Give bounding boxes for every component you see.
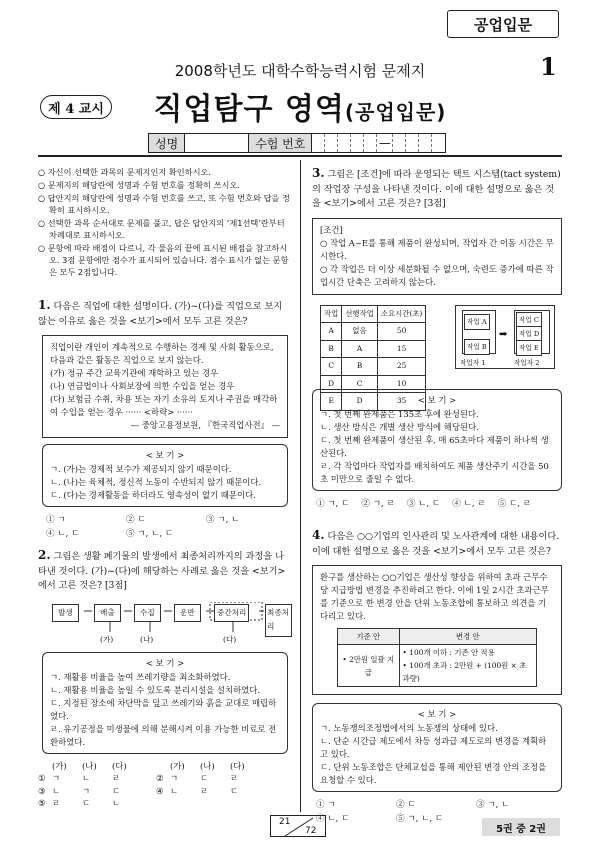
- column-divider: [300, 160, 301, 812]
- question-1: [38, 298, 292, 541]
- question-number: 1.: [38, 298, 51, 312]
- cond-item: ○ 작업 A~E를 통해 제품이 완성되며, 작업자 간 이동 시간은 무시한다.: [320, 237, 554, 261]
- id-digit[interactable]: [338, 134, 351, 152]
- instruction-item: ○ 문항에 따라 배점이 다르니, 각 물음의 끝에 표시된 배점을 참고하시오. 3점 문항에만 점수가 표시되어 있습니다. 점수 표시가 없는 문항은 모두 2점입니다.: [38, 243, 289, 277]
- flow-step: 수집: [134, 604, 161, 623]
- answer-cell: ㄴ: [112, 798, 121, 808]
- q2-answer-header: [38, 760, 292, 773]
- table-row: B A 15: [321, 340, 426, 358]
- question-stem: 그림은 [조건]에 따라 운영되는 택트 시스템(tact system)의 작업장 구성을 나타낸 것이다. 이에 대한 설명으로 옳은 것을 <보기>에서 고른 것은? [3점]: [312, 169, 561, 209]
- subject-sub: (공업입문): [344, 100, 447, 124]
- answer-option[interactable]: ② ㄷ: [126, 515, 146, 525]
- id-digit[interactable]: [419, 134, 432, 152]
- answer-cell: ㄹ: [200, 785, 209, 796]
- answer-col-head: (다): [230, 760, 245, 771]
- bogi-item: ㄱ. 재활용 비율을 높여 쓰레기량을 최소화하였다.: [50, 671, 231, 682]
- q4-bogi: [312, 703, 562, 792]
- work-box: 작업 D: [516, 326, 542, 343]
- bogi-item: ㄷ. 단위 노동조합은 단체교섭을 통해 제안된 변경 안의 조정을 요청할 수 있다.: [320, 762, 547, 785]
- bogi-title: < 보 기 >: [145, 450, 185, 460]
- bogi-item: ㄷ. 지정된 장소에 차단막을 덮고 쓰레기와 흙을 교대로 매립하였다.: [50, 697, 277, 721]
- answer-num[interactable]: ①: [38, 773, 46, 783]
- flow-mark: (가): [100, 634, 114, 644]
- answer-option[interactable]: ④ ㄴ, ㄷ: [46, 529, 80, 539]
- id-digit[interactable]: [393, 134, 406, 152]
- header-divider: [38, 155, 562, 157]
- instructions: [38, 166, 290, 279]
- answer-cell: ㄹ: [230, 773, 239, 783]
- work-box: 작업 B: [464, 339, 490, 356]
- flow-step: 최종처리: [265, 604, 292, 637]
- answer-option[interactable]: ① ㄱ, ㄷ: [316, 498, 350, 509]
- workstation-1: [462, 310, 496, 354]
- q1-box: [42, 335, 288, 438]
- bogi-item: ㄷ. (다)는 경제활동을 하더라도 영속성이 없기 때문이다.: [50, 490, 256, 500]
- question-2: [38, 548, 292, 810]
- answer-cell: ㄹ: [52, 798, 61, 808]
- q3-box: [312, 218, 562, 295]
- bogi-item: ㄹ. 각 작업마다 작업자를 배치하여도 제품 생산주기 시간을 50초 미만으로 줄일 수 없다.: [320, 460, 549, 484]
- period-badge: 제 4 교시: [40, 95, 112, 119]
- instruction-item: ○ 자신이 선택한 과목의 문제지인지 확인하시오.: [38, 167, 212, 177]
- question-number: 2.: [38, 548, 51, 562]
- q3-bogi: [312, 389, 562, 491]
- answer-col-head: (가): [52, 760, 67, 771]
- box-text: (나) 연금법이나 사회보장에 의한 수입을 얻는 경우: [50, 381, 235, 391]
- answer-cell: ㄷ: [82, 798, 91, 808]
- answer-option[interactable]: ④ ㄴ, ㄷ: [316, 814, 350, 824]
- answer-option[interactable]: ⑤ ㄷ, ㄹ: [497, 498, 532, 509]
- name-label: 성명: [149, 134, 185, 152]
- work-box: 작업 A: [464, 314, 490, 331]
- bogi-item: ㄹ. 유기공정을 미생물에 의해 분해시켜 이용 가능한 비료로 전환하였다.: [50, 723, 277, 747]
- answer-option[interactable]: ⑤ ㄱ, ㄴ, ㄷ: [396, 814, 444, 824]
- bogi-item: ㄱ. (가)는 경제적 보수가 제공되지 않기 때문이다.: [50, 464, 232, 474]
- answer-col-head: (나): [200, 760, 215, 771]
- q2-bogi: [42, 652, 288, 754]
- table-row: C B 25: [321, 358, 426, 376]
- instruction-item: ○ 선택한 과목 순서대로 문제를 풀고, 답은 답안지의 ‘제1선택’란부터 차례대로 표시하시오.: [38, 218, 285, 240]
- table-cell: • 2만원 일괄 지급: [338, 645, 400, 687]
- cond-title: [조건]: [320, 224, 343, 235]
- answer-col-head: (나): [82, 760, 97, 771]
- box-text: (가) 정규 주간 교육기관에 재학하고 있는 경우: [50, 368, 219, 378]
- table-row: D C 10: [321, 375, 426, 393]
- id-digit[interactable]: [312, 134, 325, 152]
- answer-num[interactable]: ⑤: [38, 798, 46, 808]
- q2-answers: [38, 760, 292, 810]
- cond-item: ○ 각 작업은 더 이상 세분화될 수 없으며, 숙련도 증가에 따른 작업시간 단축은 고려하지 않는다.: [320, 263, 554, 287]
- question-stem: 그림은 생활 폐기물의 발생에서 최종처리까지의 과정을 나타낸 것이다. (가)~(다)에 해당하는 사례로 옳은 것을 <보기>에서 고른 것은? [3점]: [38, 551, 286, 591]
- id-digit[interactable]: [364, 134, 377, 152]
- work-box: 작업 C: [516, 312, 542, 329]
- table-row: A 없음 50: [321, 323, 426, 341]
- page-total: 72: [305, 826, 317, 836]
- box-text: (다) 보험금 수취, 차용 또는 자기 소유의 토지나 주권을 매각하여 수입을 얻는 경우 ······ <하략> ······: [50, 394, 278, 417]
- bogi-title: < 보 기 >: [417, 394, 457, 405]
- table-row: [338, 645, 537, 687]
- box-source: — 중앙고용정보원, 『한국직업사전』 —: [130, 420, 280, 430]
- workstation-diagram: [455, 305, 555, 369]
- worker-label: 작업자 1: [460, 358, 486, 367]
- table-header: 선행작업: [342, 305, 378, 323]
- flow-step: 중간처리: [214, 604, 249, 623]
- id-row: [148, 133, 446, 153]
- answer-num[interactable]: ④: [156, 785, 164, 796]
- question-stem: 다음은 ○○기업의 인사관리 및 노사관계에 대한 내용이다. 이에 대한 설명으로 옳은 것을 <보기>에서 모두 고른 것은?: [312, 531, 560, 557]
- id-dash: —: [377, 134, 393, 152]
- page-slash: [271, 816, 327, 838]
- flow-mark: (나): [140, 634, 154, 644]
- bogi-item: ㄱ. 노동쟁의조정법에서의 노동쟁의 상태에 있다.: [320, 723, 498, 733]
- q3-options: [316, 497, 562, 511]
- name-field[interactable]: [185, 134, 249, 152]
- table-header: 변경 안: [399, 629, 536, 645]
- table-cell: [399, 645, 536, 687]
- table-header: 작업: [321, 305, 342, 323]
- workstation-2: [514, 310, 550, 354]
- arrow-icon: ➡: [499, 328, 508, 340]
- bogi-item: ㄷ. 첫 번째 완제품이 생산된 후, 매 65초마다 제품이 하나씩 생산된다.: [320, 434, 549, 458]
- answer-cell: ㄱ: [82, 785, 91, 796]
- bogi-title: < 보 기 >: [145, 657, 185, 668]
- q4-table: [337, 628, 537, 687]
- id-digit[interactable]: [432, 134, 445, 152]
- subject-tag: 공업입문: [447, 10, 559, 38]
- subject-main: 직업탐구 영역: [153, 92, 345, 127]
- page-counter: [270, 815, 326, 837]
- answer-cell: ㄱ: [170, 773, 179, 783]
- answer-cell: ㄴ: [52, 785, 61, 796]
- question-3: [312, 166, 562, 511]
- answer-cell: ㄴ: [82, 773, 91, 783]
- table-line: • 100개 초과 : 2만원 + (100원 × 초과량): [402, 661, 527, 683]
- id-label: 수험 번호: [249, 134, 312, 152]
- answer-col-head: (다): [112, 760, 127, 771]
- table-header: 기준 안: [338, 629, 400, 645]
- answer-num[interactable]: ②: [156, 773, 164, 783]
- id-digit[interactable]: [406, 134, 419, 152]
- answer-cell: ㄷ: [230, 785, 239, 796]
- flow-step: 운반: [174, 604, 201, 623]
- question-4: [312, 528, 562, 826]
- box-text: 직업이란 개인이 계속적으로 수행하는 경제 및 사회 활동으로, 다음과 같은 활동은 직업으로 보지 않는다.: [50, 342, 274, 365]
- answer-cell: ㄱ: [52, 773, 61, 783]
- work-box: 작업 E: [516, 340, 542, 357]
- answer-cell: ㄹ: [112, 773, 121, 783]
- table-header: 소요시간(초): [377, 305, 425, 323]
- answer-cell: ㄴ: [170, 785, 179, 796]
- q4-box: [312, 565, 562, 695]
- flow-step: 발생: [52, 604, 79, 623]
- page-current: 21: [279, 817, 291, 827]
- answer-row[interactable]: [38, 785, 292, 798]
- answer-option[interactable]: ② ㄱ, ㄹ: [361, 498, 395, 509]
- answer-option[interactable]: ① ㄱ: [316, 800, 336, 810]
- answer-col-head: (가): [170, 760, 185, 771]
- answer-num[interactable]: ③: [38, 785, 46, 796]
- page-number: 1: [540, 52, 557, 81]
- q1-options: [46, 513, 292, 541]
- question-number: 4.: [312, 528, 325, 542]
- bogi-item: ㄴ. (나)는 육체적, 정신적 노동이 수반되지 않기 때문이다.: [50, 477, 262, 487]
- answer-option[interactable]: ③ ㄱ, ㄴ: [206, 515, 240, 525]
- subject-title: [0, 84, 600, 128]
- flow-mark: (다): [223, 634, 237, 644]
- bogi-item: ㄴ. 재활용 비율을 높일 수 있도록 분리시설을 설치하였다.: [50, 684, 261, 695]
- id-digit[interactable]: [325, 134, 338, 152]
- bogi-item: ㄴ. 생산 방식은 개별 생산 방식에 해당된다.: [320, 421, 479, 432]
- box-text: 환구를 생산하는 ○○기업은 생산성 향상을 위하여 초과 근무수당 지급방법 변경을 추진하려고 한다. 이에 1일 2시간 초과근무를 기준으로 한 변경 안을 단위 노동조합에 통보하고 의견을 기다리고 있다.: [320, 572, 549, 621]
- answer-cell: ㄷ: [200, 773, 209, 783]
- instruction-item: ○ 답안지의 해당란에 성명과 수험 번호를 쓰고, 또 수험 번호와 답을 정확히 표시하시오.: [38, 193, 290, 215]
- q1-bogi: [42, 444, 288, 507]
- table-row: E D 35: [321, 393, 426, 411]
- q2-flow: [38, 602, 292, 648]
- answer-row[interactable]: [38, 772, 292, 785]
- booklet-count: 5권 중 2권: [482, 818, 560, 836]
- answer-option[interactable]: ⑤ ㄱ, ㄴ, ㄷ: [126, 529, 174, 539]
- answer-option[interactable]: ④ ㄴ, ㄹ: [452, 498, 486, 509]
- table-line: • 100개 이하 : 기존 안 적용: [402, 648, 495, 657]
- question-stem: 다음은 직업에 대한 설명이다. (가)~(다)를 직업으로 보지 않는 이유로 옳은 것을 <보기>에서 모두 고른 것은?: [38, 301, 283, 327]
- answer-option[interactable]: ③ ㄱ, ㄴ: [476, 800, 510, 810]
- answer-row[interactable]: [38, 797, 292, 810]
- answer-option[interactable]: ② ㄷ: [396, 800, 416, 810]
- exam-title: 2008학년도 대학수학능력시험 문제지: [174, 62, 426, 80]
- bogi-item: ㄴ. 단순 시간급 제도에서 차등 성과급 제도로의 변경을 계획하고 있다.: [320, 736, 547, 759]
- instruction-item: ○ 문제지의 해당란에 성명과 수험 번호를 정확히 쓰시오.: [38, 180, 240, 190]
- bogi-title: < 보 기 >: [417, 709, 457, 719]
- id-digit[interactable]: [351, 134, 364, 152]
- worker-label: 작업자 2: [514, 358, 540, 367]
- answer-cell: ㄷ: [112, 785, 121, 796]
- answer-option[interactable]: ③ ㄴ, ㄷ: [406, 498, 441, 509]
- answer-option[interactable]: ① ㄱ: [46, 515, 66, 525]
- bogi-item: ㄱ. 첫 번째 완제품은 135초 후에 완성된다.: [320, 408, 479, 419]
- flow-step: 배출: [94, 604, 121, 623]
- question-number: 3.: [312, 166, 325, 180]
